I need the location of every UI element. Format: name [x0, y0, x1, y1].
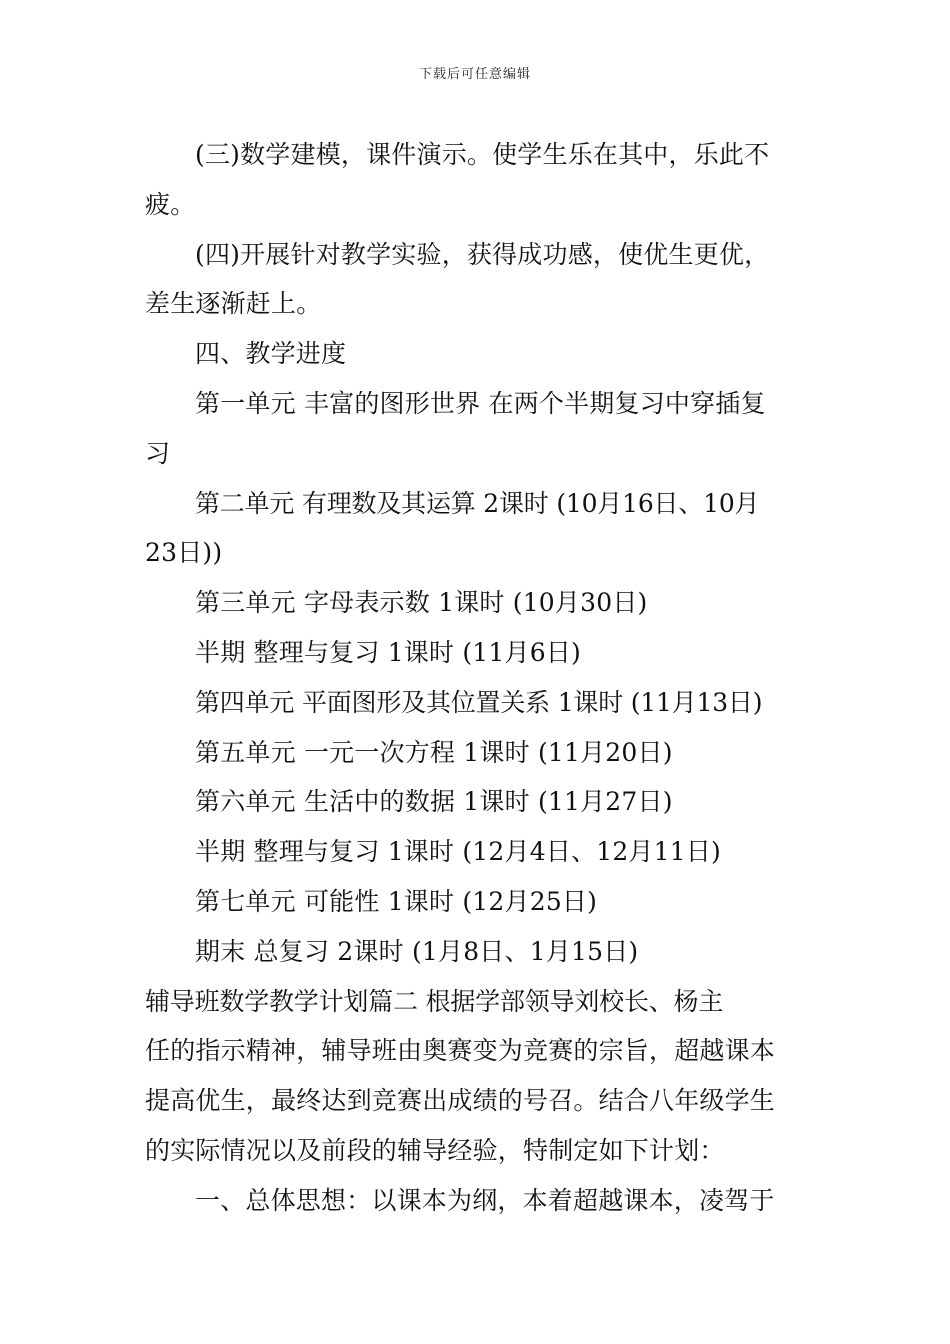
- paragraph-line: 任的指示精神，辅导班由奥赛变为竞赛的宗旨，超越课本: [145, 1036, 776, 1066]
- schedule-line: 第三单元 字母表示数 1课时 (10月30日): [195, 588, 648, 618]
- paragraph-line: 差生逐渐赶上。: [145, 289, 322, 319]
- section-heading: 四、教学进度: [195, 339, 347, 369]
- schedule-line: 23日)): [145, 538, 223, 568]
- paragraph-line: 的实际情况以及前段的辅导经验，特制定如下计划：: [145, 1135, 725, 1165]
- schedule-line: 习: [145, 438, 171, 468]
- paragraph-line: 辅导班数学教学计划篇二 根据学部领导刘校长、杨主: [145, 986, 724, 1016]
- schedule-line: 第六单元 生活中的数据 1课时 (11月27日): [195, 787, 673, 817]
- paragraph-line: 疲。: [145, 189, 196, 219]
- schedule-line: 期末 总复习 2课时 (1月8日、1月15日): [195, 936, 639, 966]
- paragraph-line: (三)数学建模，课件演示。使学生乐在其中，乐此不: [195, 140, 770, 169]
- schedule-line: 第五单元 一元一次方程 1课时 (11月20日): [195, 737, 673, 767]
- page-header: 下载后可任意编辑: [418, 67, 531, 82]
- schedule-line: 半期 整理与复习 1课时 (12月4日、12月11日): [195, 837, 721, 867]
- document-body: [145, 130, 807, 1226]
- schedule-line: 半期 整理与复习 1课时 (11月6日): [195, 637, 581, 667]
- paragraph-line: 提高优生，最终达到竞赛出成绩的号召。结合八年级学生: [145, 1086, 776, 1116]
- schedule-line: 第一单元 丰富的图形世界 在两个半期复习中穿插复: [195, 388, 766, 418]
- schedule-line: 第二单元 有理数及其运算 2课时 (10月16日、10月: [195, 488, 760, 518]
- schedule-line: 第七单元 可能性 1课时 (12月25日): [195, 886, 598, 916]
- paragraph-line: (四)开展针对教学实验，获得成功感，使优生更优，: [195, 239, 770, 269]
- schedule-line: 第四单元 平面图形及其位置关系 1课时 (11月13日): [195, 687, 763, 717]
- paragraph-line: 一、总体思想：以课本为纲，本着超越课本，凌驾于: [195, 1185, 775, 1215]
